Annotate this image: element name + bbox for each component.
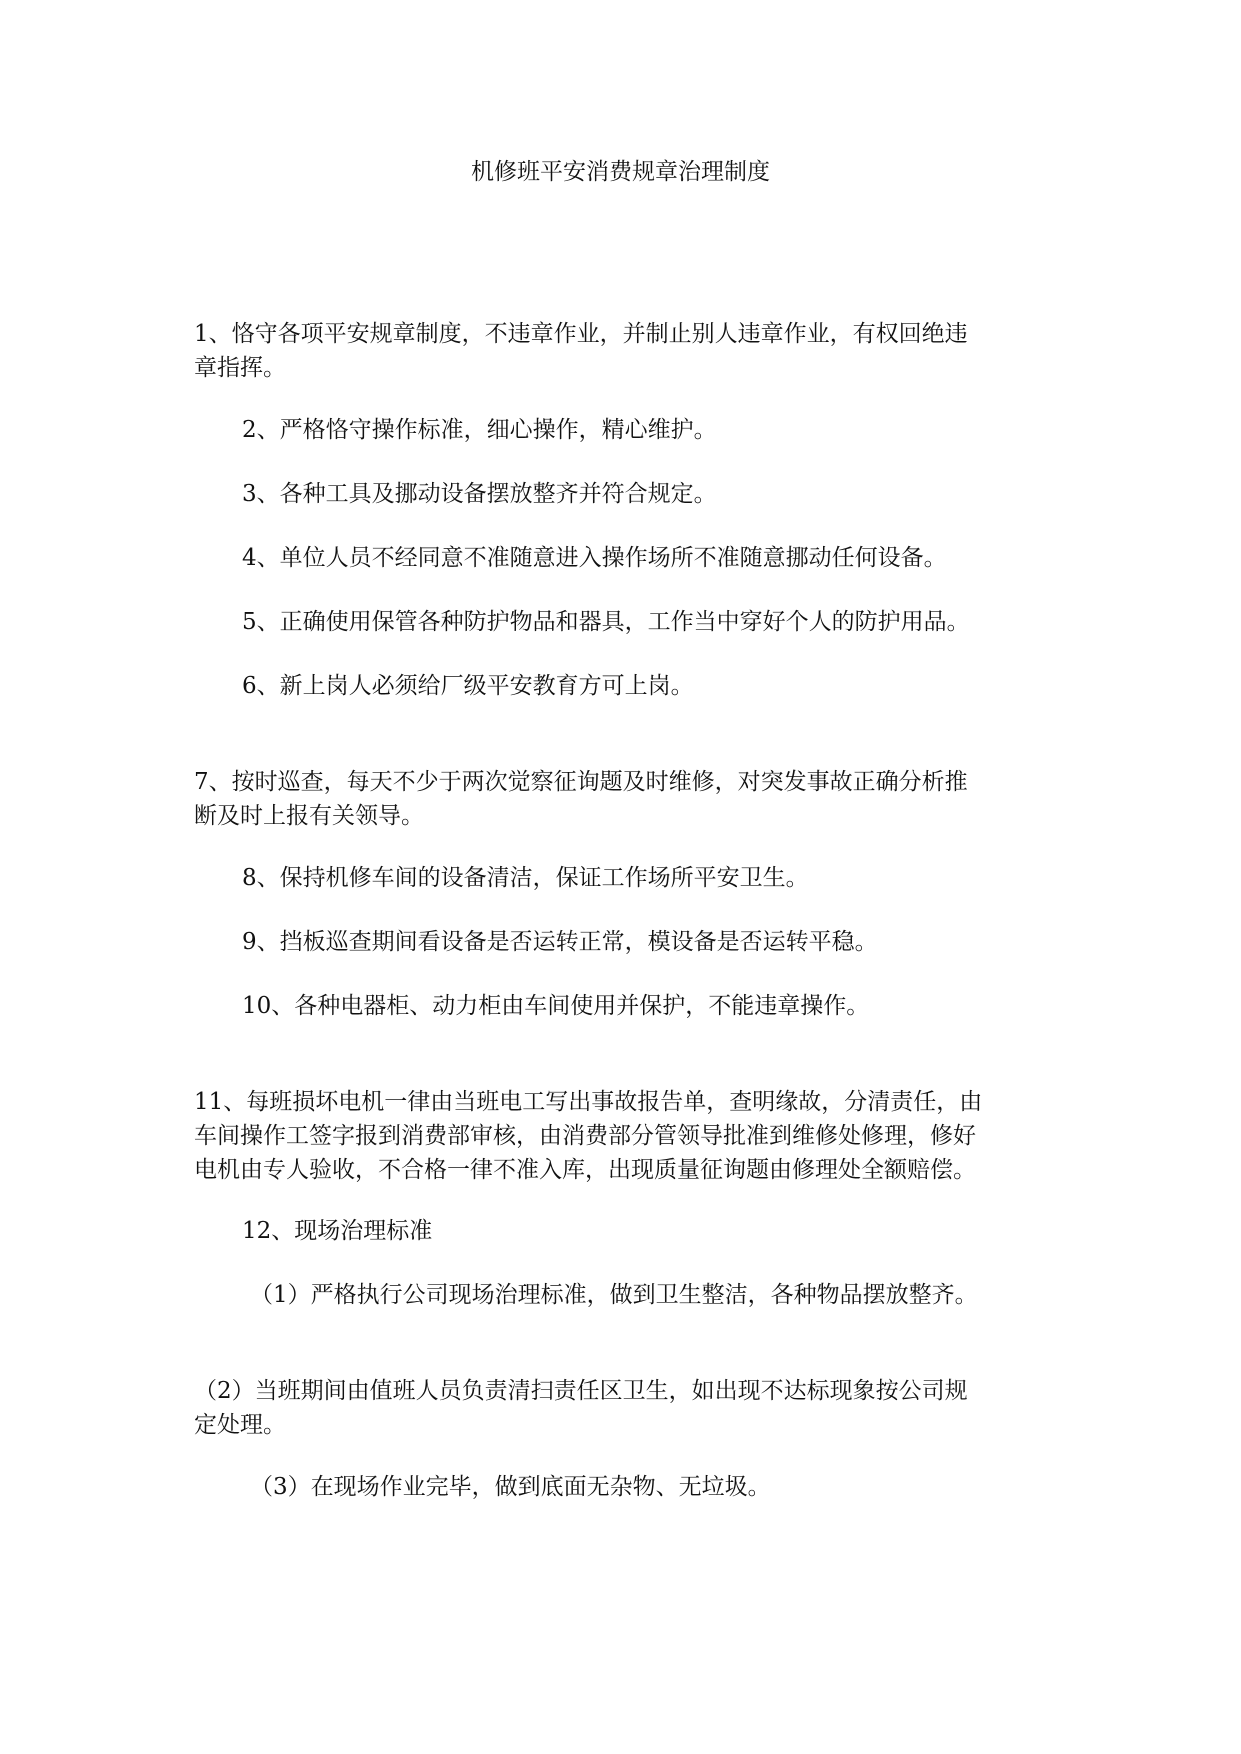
paragraph-6: 6、新上岗人必须给厂级平安教育方可上岗。 bbox=[242, 673, 694, 699]
document-title: 机修班平安消费规章治理制度 bbox=[471, 159, 770, 185]
paragraph-12: 12、现场治理标准 bbox=[242, 1218, 433, 1244]
paragraph-7: 7、按时巡查，每天不少于两次觉察征询题及时维修，对突发事故正确分析推 断及时上报有关领导。 bbox=[194, 769, 968, 829]
paragraph-5: 5、正确使用保管各种防护物品和器具，工作当中穿好个人的防护用品。 bbox=[242, 609, 970, 635]
sub-item-1: （1）严格执行公司现场治理标准，做到卫生整洁，各种物品摆放整齐。 bbox=[250, 1282, 978, 1308]
paragraph-2: 2、严格恪守操作标准，细心操作，精心维护。 bbox=[242, 417, 717, 443]
paragraph-11: 11、每班损坏电机一律由当班电工写出事故报告单，查明缘故，分清责任，由 车间操作工签字报到消费部审核，由消费部分管领导批准到维修处修理，修好 电机由专人验收，不合格一律不准入库，出现质量征询题由修理处全额赔偿。 bbox=[194, 1089, 983, 1183]
sub-item-3: （3）在现场作业完毕，做到底面无杂物、无垃圾。 bbox=[250, 1474, 771, 1500]
paragraph-9: 9、挡板巡查期间看设备是否运转正常，模设备是否运转平稳。 bbox=[242, 929, 878, 955]
paragraph-8: 8、保持机修车间的设备清洁，保证工作场所平安卫生。 bbox=[242, 865, 809, 891]
paragraph-1: 1、恪守各项平安规章制度，不违章作业，并制止别人违章作业，有权回绝违 章指挥。 bbox=[194, 321, 968, 381]
paragraph-10: 10、各种电器柜、动力柜由车间使用并保护，不能违章操作。 bbox=[242, 993, 870, 1019]
paragraph-3: 3、各种工具及挪动设备摆放整齐并符合规定。 bbox=[242, 481, 717, 507]
sub-item-2: （2）当班期间由值班人员负责清扫责任区卫生，如出现不达标现象按公司规 定处理。 bbox=[194, 1378, 968, 1438]
paragraph-4: 4、单位人员不经同意不准随意进入操作场所不准随意挪动任何设备。 bbox=[242, 545, 947, 571]
